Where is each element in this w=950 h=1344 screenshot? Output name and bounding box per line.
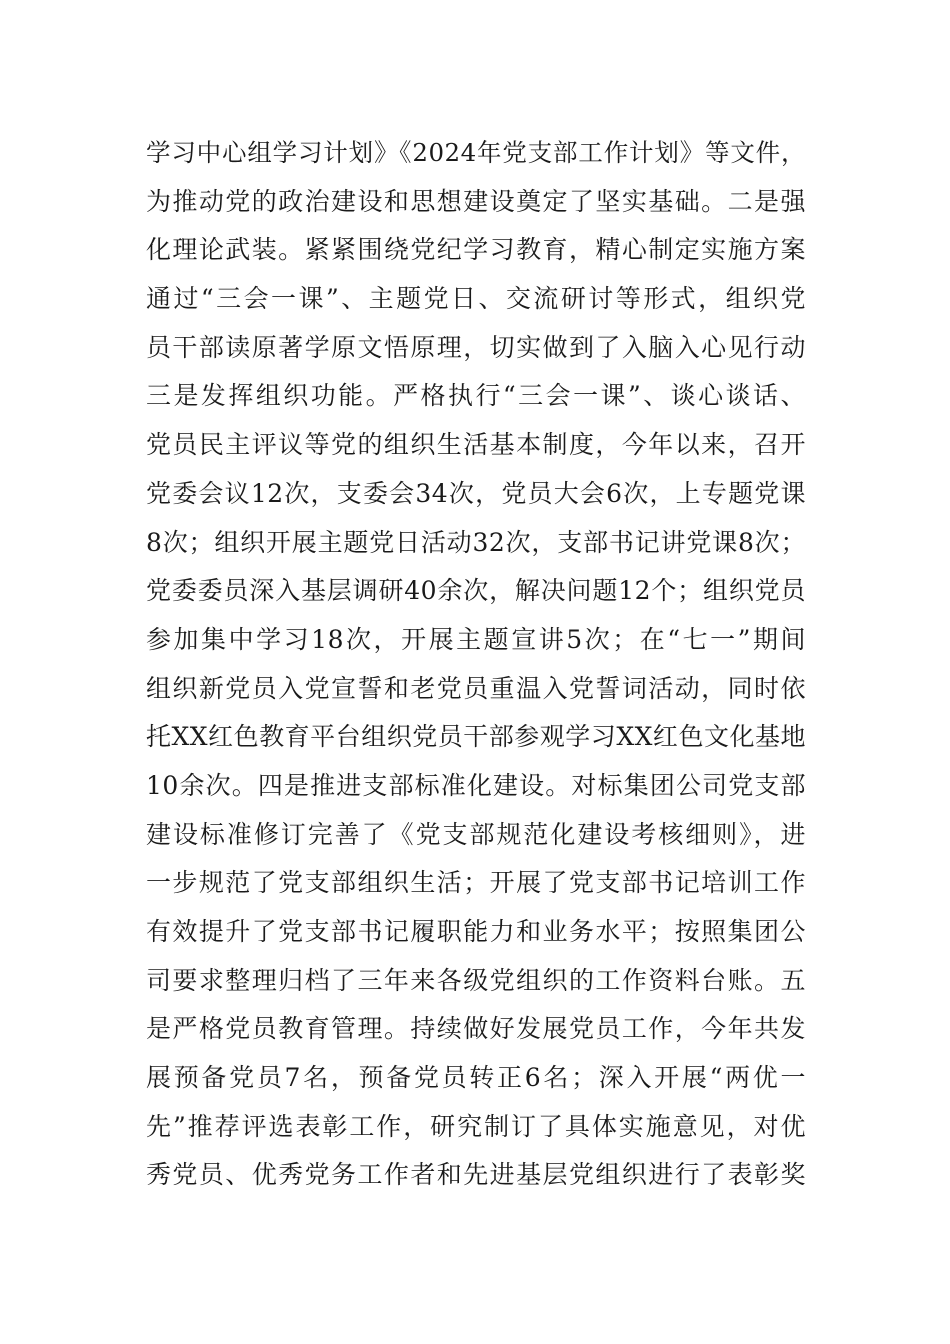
text-line: 建设标准修订完善了《党支部规范化建设考核细则》，进: [146, 819, 806, 849]
text-line: 托XX红色教育平台组织党员干部参观学习XX红色文化基地: [146, 722, 806, 752]
text-line: 组织新党员入党宣誓和老党员重温入党誓词活动，同时依: [146, 673, 806, 703]
text-line: 10余次。四是推进支部标准化建设。对标集团公司党支部: [146, 770, 806, 800]
text-line: 三是发挥组织功能。严格执行“三会一课”、谈心谈话、: [146, 381, 806, 411]
text-line: 党员民主评议等党的组织生活基本制度，今年以来，召开: [146, 430, 806, 460]
text-line: 党委会议12次，支委会34次，党员大会6次，上专题党课: [146, 478, 806, 508]
text-line: 展预备党员7名，预备党员转正6名；深入开展“两优一: [146, 1063, 806, 1093]
text-line: 有效提升了党支部书记履职能力和业务水平；按照集团公: [146, 917, 806, 946]
text-line: 一步规范了党支部组织生活；开展了党支部书记培训工作: [146, 868, 806, 898]
text-line: 化理论武装。紧紧围绕党纪学习教育，精心制定实施方案: [146, 235, 806, 265]
text-line: 党委委员深入基层调研40余次，解决问题12个；组织党员: [146, 576, 806, 606]
text-line: 通过“三会一课”、主题党日、交流研讨等形式，组织党: [146, 284, 806, 314]
text-line: 司要求整理归档了三年来各级党组织的工作资料台账。五: [146, 965, 806, 995]
text-line: 8次；组织开展主题党日活动32次，支部书记讲党课8次；: [146, 527, 806, 557]
body-text: [146, 129, 806, 1200]
text-line: 秀党员、优秀党务工作者和先进基层党组织进行了表彰奖: [146, 1160, 806, 1190]
text-line: 先”推荐评选表彰工作，研究制订了具体实施意见，对优: [146, 1111, 806, 1141]
text-line: 学习中心组学习计划》《2024年党支部工作计划》等文件，: [146, 138, 806, 167]
text-line: 是严格党员教育管理。持续做好发展党员工作，今年共发: [146, 1014, 806, 1044]
text-line: 参加集中学习18次，开展主题宣讲5次；在“七一”期间: [146, 624, 806, 654]
text-line: 为推动党的政治建设和思想建设奠定了坚实基础。二是强: [146, 186, 806, 216]
text-line: 员干部读原著学原文悟原理，切实做到了入脑入心见行动: [146, 332, 806, 362]
